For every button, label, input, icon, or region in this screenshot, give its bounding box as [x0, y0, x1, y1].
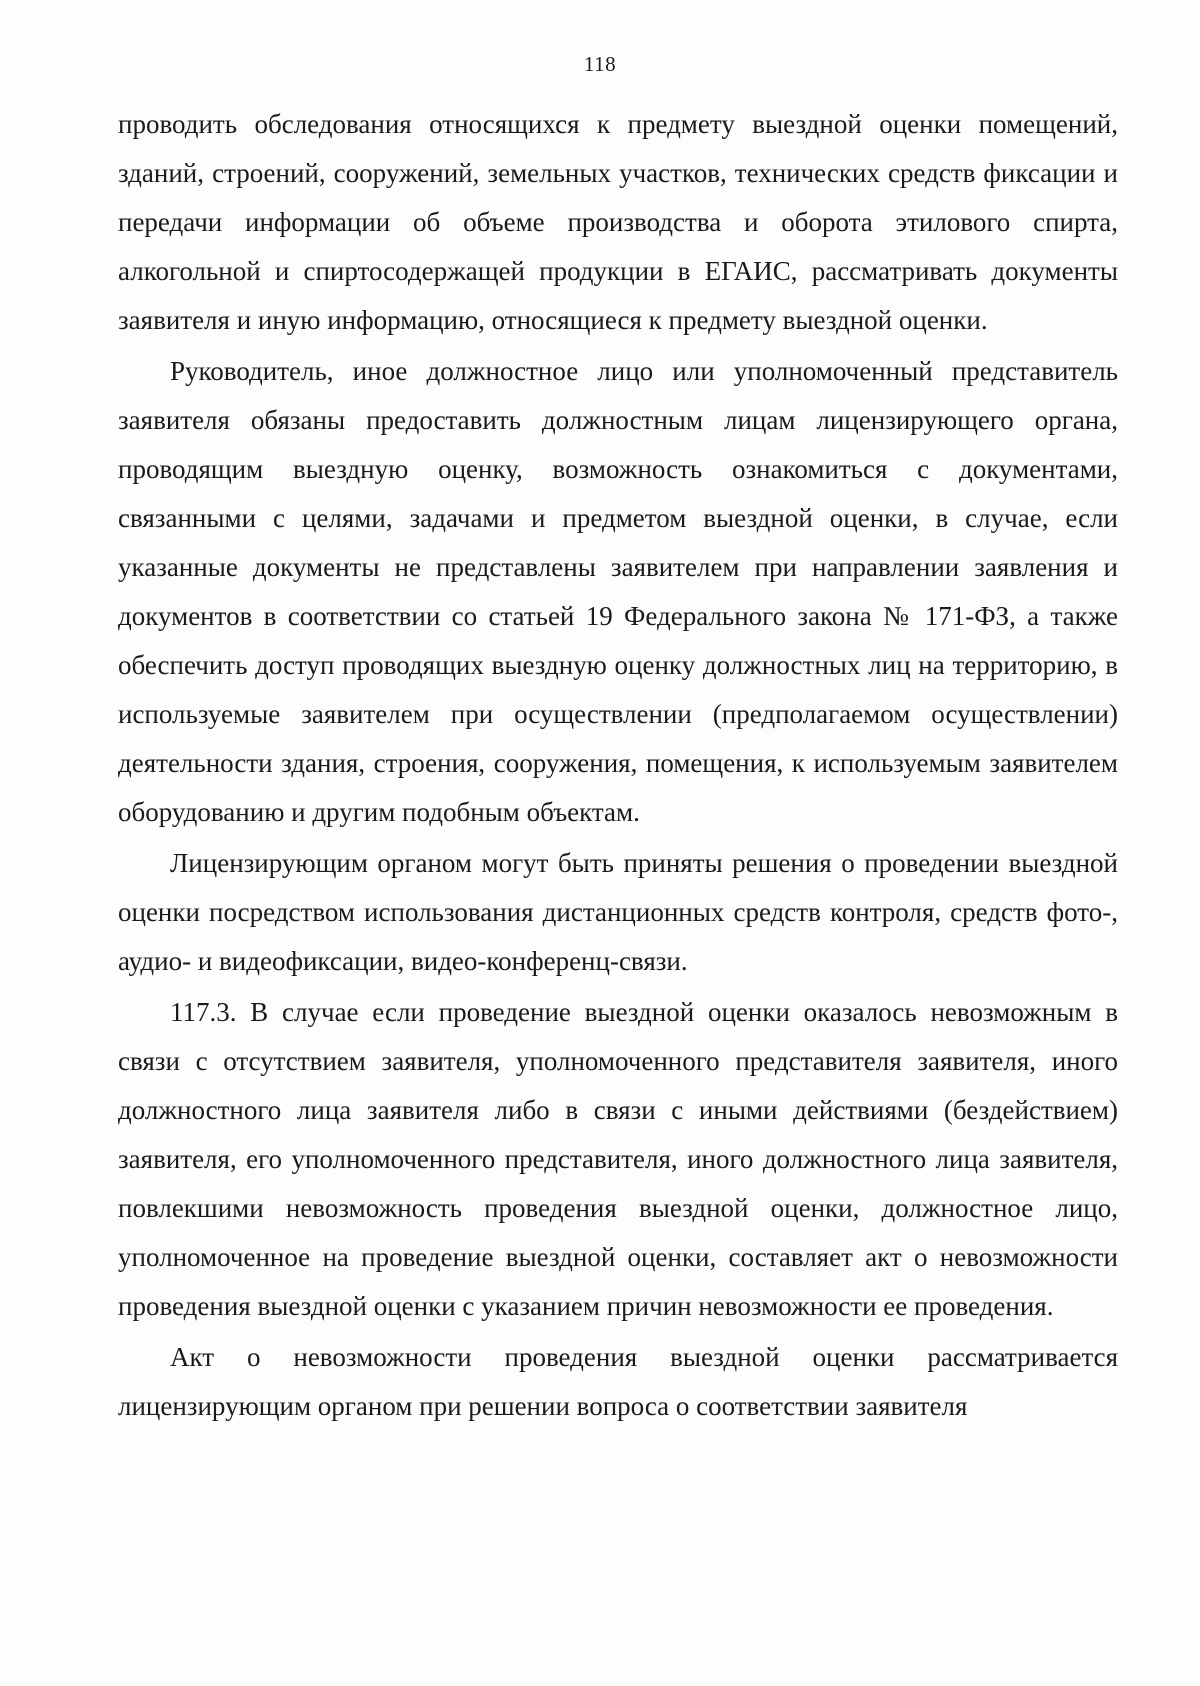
paragraph-act: Акт о невозможности проведения выездной оценки рассматривается лицензирующим органом при решении вопроса о соответствии заявителя: [118, 1342, 1118, 1421]
page-number: 118: [583, 52, 617, 76]
paragraph-remote-assessment: Лицензирующим органом могут быть приняты решения о проведении выездной оценки посредством использования дистанционных средств контроля, средств фото-, аудио- и видеофиксации, видео-конференц-связи.: [118, 848, 1118, 976]
paragraph-obligations: Руководитель, иное должностное лицо или уполномоченный представитель заявителя обязаны предоставить должностным лицам лицензирующего органа, проводящим выездную оценку, возможность ознакомиться с документами, связанными с целями, задачами и предметом выездной оценки, в случае, если указанные документы не представлены заявителем при направлении заявления и документов в соответствии со статьей 19 Федерального закона № 171-ФЗ, а также обеспечить доступ проводящих выездную оценку должностных лиц на территорию, в используемые заявителем при осуществлении (предполагаемом осуществлении) деятельности здания, строения, сооружения, помещения, к используемым заявителем оборудованию и другим подобным объектам.: [118, 356, 1118, 827]
document-body: [118, 100, 1118, 1431]
paragraph-117-3: 117.3. В случае если проведение выездной оценки оказалось невозможным в связи с отсутствием заявителя, уполномоченного представителя заявителя, иного должностного лица заявителя либо в связи с иными действиями (бездействием) заявителя, его уполномоченного представителя, иного должностного лица заявителя, повлекшими невозможность проведения выездной оценки, должностное лицо, уполномоченное на проведение выездной оценки, составляет акт о невозможности проведения выездной оценки с указанием причин невозможности ее проведения.: [118, 997, 1118, 1321]
paragraph-continuation: проводить обследования относящихся к предмету выездной оценки помещений, зданий, строений, сооружений, земельных участков, технических средств фиксации и передачи информации об объеме производства и оборота этилового спирта, алкогольной и спиртосодержащей продукции в ЕГАИС, рассматривать документы заявителя и иную информацию, относящиеся к предмету выездной оценки.: [118, 109, 1118, 335]
